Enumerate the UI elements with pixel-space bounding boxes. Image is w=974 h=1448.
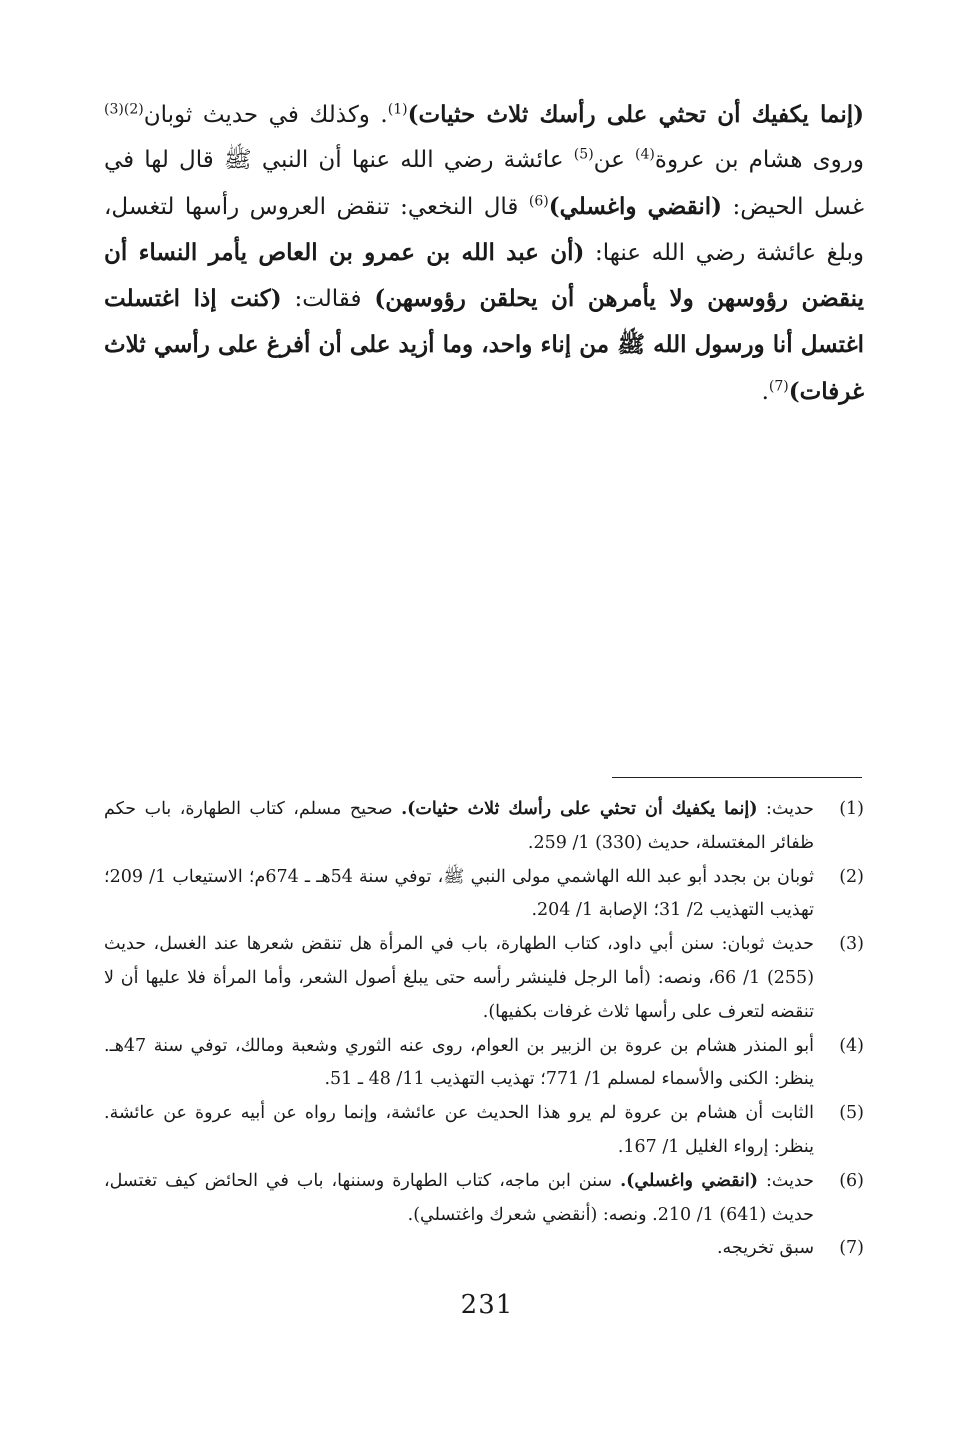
footnote-number: (7) [839,1238,864,1259]
footnotes-list [104,793,864,1266]
footnote-item-4 [104,1030,864,1098]
hadith-quote-2: (انقضي واغسلي) [548,192,723,220]
footnote-item-6 [104,1165,864,1233]
footnote-item-7 [104,1232,864,1266]
footnote-number: (4) [839,1035,864,1056]
footnote-item-1 [104,793,864,861]
footnote-ref-1[interactable]: (1) [387,101,408,118]
hadith-quote-1: (إنما يكفيك أن تحثي على رأسك ثلاث حثيات) [407,101,864,128]
footnote-number: (3) [839,934,864,955]
footnote-number: (1) [839,799,864,819]
footnote-body: حديث ثوبان: سنن أبي داود، كتاب الطهارة، باب في المرأة هل تنقض شعرها عند الغسل، حديث (255) 1/ 66، ونصه: (أما الرجل فلينشر رأسه حتى يبلغ أصول الشعر، وأما المرأة فلا عليها أن لا تنقضه لتعرف على رأسها ثلاث غرفات بكفيها). [104,934,815,1022]
footnote-bold: (انقضي واغسلي). [620,1170,759,1191]
footnote-ref-4[interactable]: (4) [635,146,655,163]
footnote-prefix: حديث: [757,799,815,819]
footnote-number: (6) [839,1170,864,1191]
footnote-text [104,1030,814,1098]
page-number: 231 [460,1290,514,1320]
footnote-ref-7[interactable]: (7) [768,378,789,395]
footnote-number: (5) [839,1103,864,1124]
footnote-text [104,1165,814,1233]
hadith-quote-4: (كنت إذا اغتسلت اغتسل أنا ورسول الله ﷺ من إناء واحد، وما أزيد على أن أفرغ على رأسي ثلاث غرفات) [104,285,864,405]
body-text-segment: . وكذلك في حديث ثوبان [143,102,388,128]
body-text-end: . [761,378,769,405]
footnote-ref-3[interactable]: (3) [104,101,124,118]
footnote-body: سنن ابن ماجه، كتاب الطهارة وسننها، باب في الحائض كيف تغتسل، حديث (641) 1/ 210. ونصه: (أنقضي شعرك واغتسلي). [104,1170,814,1225]
body-text-segment: عن [593,147,636,174]
footnote-body: الثابت أن هشام بن عروة لم يرو هذا الحديث عن عائشة، وإنما رواه عن أبيه عروة عن عائشة. ينظر: إرواء الغليل 1/ 167. [104,1103,814,1157]
footnote-body: سبق تخريجه. [716,1238,814,1259]
footnote-text [104,1232,814,1266]
footnote-item-5 [104,1097,864,1165]
footnote-separator [612,777,862,778]
hadith-quote-3: (أن عبد الله بن عمرو بن العاص يأمر النساء أن ينقضن رؤوسهن ولا يأمرهن أن يحلقن رؤوسهن) [104,238,864,313]
footnote-body: أبو المنذر هشام بن عروة بن الزبير بن العوام، روى عنه الثوري وشعبة ومالك، توفي سنة 47هـ. ينظر: الكنى والأسماء لمسلم 1/ 771؛ تهذيب التهذيب 11/ 48 ـ 51. [104,1035,814,1090]
footnote-item-3 [104,928,864,1029]
footnote-number: (2) [839,866,864,887]
footnote-ref-5[interactable]: (5) [573,146,594,163]
footnote-item-2 [104,861,864,929]
footnote-body: صحيح مسلم، كتاب الطهارة، باب حكم ظفائر المغتسلة، حديث (330) 1/ 259. [104,799,814,853]
footnote-text [104,928,814,1029]
body-text-segment: فقالت: [281,286,375,313]
footnote-ref-2[interactable]: (2) [123,101,144,118]
body-text-segment: وروى هشام بن عروة [654,147,865,174]
main-paragraph [104,92,864,415]
footnote-body: ثوبان بن بجدد أبو عبد الله الهاشمي مولى النبي ﷺ، توفي سنة 54هـ ـ 674م؛ الاستيعاب 1/ 209؛ تهذيب التهذيب 2/ 31؛ الإصابة 1/ 204. [104,866,815,921]
body-text-segment: قال النخعي: تنقض العروس رأسها لتغسل، وبلغ عائشة رضي الله عنها: [104,193,864,266]
footnote-text [104,793,814,861]
footnote-ref-6[interactable]: (6) [528,192,549,209]
footnote-bold: (إنما يكفيك أن تحثي على رأسك ثلاث حثيات). [401,799,758,819]
footnote-text [104,1097,814,1165]
footnote-text [104,861,814,929]
footnote-prefix: حديث: [758,1170,814,1191]
body-text-segment: عائشة رضي الله عنها أن النبي ﷺ قال لها في غسل الحيض: [104,147,864,220]
